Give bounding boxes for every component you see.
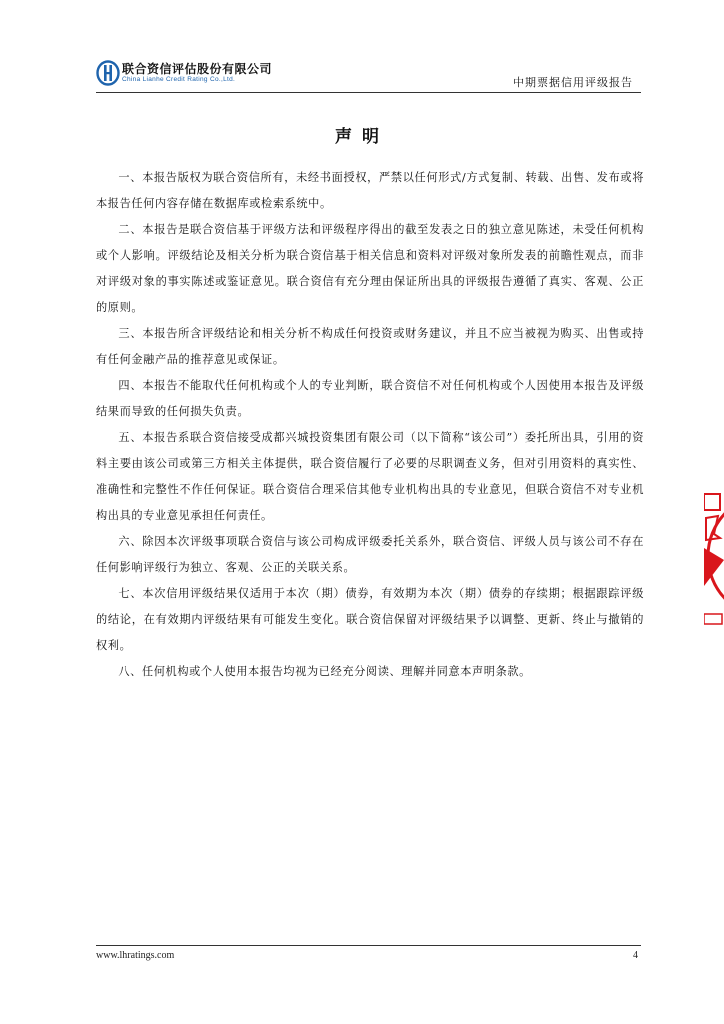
statement-paragraph: 五、本报告系联合资信接受成都兴城投资集团有限公司（以下简称“该公司”）委托所出具，引用的资料主要由该公司或第三方相关主体提供，联合资信履行了必要的尽职调查义务，但对引用资料的真实性、准确性和完整性不作任何保证。联合资信合理采信其他专业机构出具的专业意见，但联合资信不对专业机构出具的专业意见承担任何责任。 (96, 431, 644, 522)
red-seal-stamp-icon (704, 486, 724, 626)
statement-paragraph: 八、任何机构或个人使用本报告均视为已经充分阅读、理解并同意本声明条款。 (118, 665, 531, 678)
page-header (96, 60, 641, 92)
company-name-en: China Lianhe Credit Rating Co.,Ltd. (122, 76, 236, 83)
statement-paragraph: 七、本次信用评级结果仅适用于本次（期）债券，有效期为本次（期）债券的存续期；根据跟踪评级的结论，在有效期内评级结果有可能发生变化。联合资信保留对评级结果予以调整、更新、终止与撤销的权利。 (96, 587, 644, 652)
company-logo-icon (96, 60, 120, 86)
statement-paragraph: 六、除因本次评级事项联合资信与该公司构成评级委托关系外，联合资信、评级人员与该公司不存在任何影响评级行为独立、客观、公正的关联关系。 (96, 535, 644, 574)
statement-paragraph: 三、本报告所含评级结论和相关分析不构成任何投资或财务建议，并且不应当被视为购买、出售或持有任何金融产品的推荐意见或保证。 (96, 327, 644, 366)
statement-paragraph: 四、本报告不能取代任何机构或个人的专业判断，联合资信不对任何机构或个人因使用本报告及评级结果而导致的任何损失负责。 (96, 379, 644, 418)
statement-paragraph: 二、本报告是联合资信基于评级方法和评级程序得出的截至发表之日的独立意见陈述，未受任何机构或个人影响。评级结论及相关分析为联合资信基于相关信息和资料对评级对象所发表的前瞻性观点，而非对评级对象的事实陈述或鉴证意见。联合资信有充分理由保证所出具的评级报告遵循了真实、客观、公正的原则。 (96, 223, 644, 314)
footer-divider (96, 945, 641, 946)
company-name-cn: 联合资信评估股份有限公司 (122, 62, 273, 76)
page-title: 声明 (335, 127, 389, 147)
statement-paragraph: 一、本报告版权为联合资信所有，未经书面授权，严禁以任何形式/方式复制、转载、出售、发布或将本报告任何内容存储在数据库或检索系统中。 (96, 171, 644, 210)
statement-body (96, 165, 644, 685)
footer-website: www.lhratings.com (96, 950, 175, 961)
report-type-label: 中期票据信用评级报告 (513, 76, 633, 89)
header-divider (96, 92, 641, 93)
page-number: 4 (633, 950, 638, 961)
